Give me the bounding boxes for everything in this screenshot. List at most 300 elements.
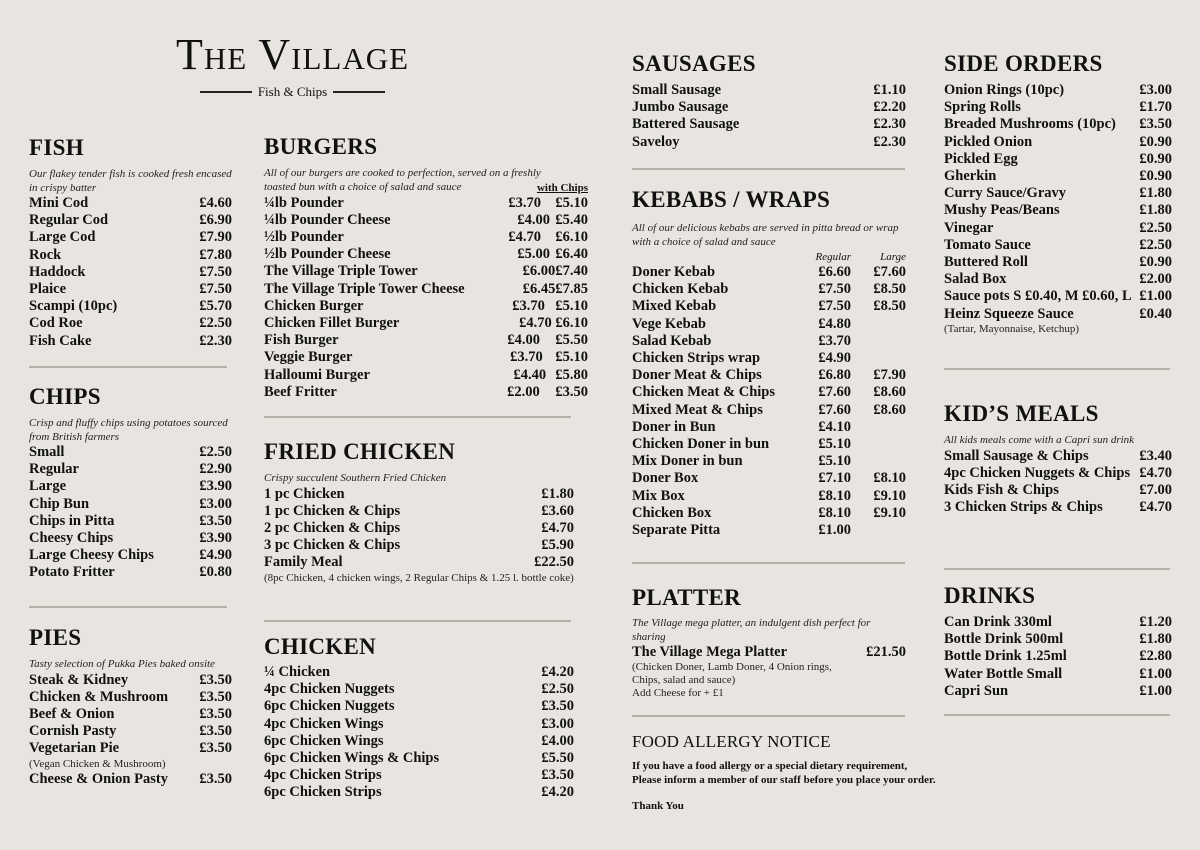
item-price-with-chips: £6.40 (555, 246, 588, 263)
item-price: £3.50 (199, 512, 232, 529)
menu-item (944, 134, 1172, 151)
menu-item (264, 349, 588, 366)
item-name: Tomato Sauce (944, 236, 1031, 253)
menu-item (944, 648, 1172, 665)
menu-item (944, 448, 1172, 465)
menu-item (632, 333, 906, 350)
item-price: £5.50 (541, 750, 574, 767)
section-title: FISH (29, 135, 84, 160)
item-price: £3.50 (199, 723, 232, 740)
item-name: Small Sausage & Chips (944, 447, 1089, 464)
menu-item (29, 195, 232, 212)
item-price: £4.70 (508, 228, 542, 245)
item-name: Chicken Doner in bun (632, 436, 770, 453)
item-price: £3.40 (1139, 447, 1172, 464)
item-list (264, 664, 574, 802)
menu-item (264, 520, 574, 537)
item-name: Can Drink 330ml (944, 614, 1052, 630)
menu-item (944, 271, 1172, 288)
section-description: Our flakey tender fish is cooked fresh encased in crispy batter (29, 168, 232, 194)
menu-item (944, 202, 1172, 219)
item-name: Spring Rolls (944, 99, 1021, 116)
item-price-regular: £3.70 (818, 332, 851, 349)
item-price: £4.60 (199, 195, 232, 211)
item-price: £4.40 (513, 366, 547, 383)
item-price-large: £8.50 (873, 281, 906, 298)
item-name: Doner Kebab (632, 264, 716, 280)
item-name: Small Sausage (632, 82, 722, 98)
section-side-orders (944, 51, 1172, 336)
section-title: SIDE ORDERS (944, 51, 1103, 76)
item-name: Doner Meat & Chips (632, 367, 762, 384)
menu-item (632, 281, 906, 298)
section-fish (29, 135, 232, 350)
menu-item (264, 246, 588, 263)
menu-item (29, 478, 232, 495)
item-price-regular: £4.10 (818, 418, 851, 435)
item-price-large: £8.60 (873, 401, 906, 418)
brand-subtitle-block (160, 84, 425, 100)
item-price: £3.50 (199, 740, 232, 757)
divider (29, 366, 227, 368)
kebab-column-header (632, 250, 906, 264)
item-name: Beef & Onion (29, 705, 115, 722)
item-note: (Chicken Doner, Lamb Doner, 4 Onion rings, (632, 661, 832, 674)
allergy-line: If you have a food allergy or a special dietary requirement, (632, 760, 908, 772)
divider (264, 416, 571, 418)
item-name: Salad Box (944, 271, 1007, 288)
item-list (944, 614, 1172, 700)
item-note: Add Cheese for + £1 (632, 687, 724, 700)
item-price-large: £9.10 (873, 504, 906, 521)
section-description: toasted bun with a choice of salad and sauce (264, 180, 462, 193)
item-name: ¼ Chicken (264, 664, 331, 680)
item-price-with-chips: £5.40 (555, 211, 588, 228)
menu-item (29, 281, 232, 298)
menu-item (944, 683, 1172, 700)
item-name: 6pc Chicken Wings & Chips (264, 750, 440, 767)
item-name: Doner Box (632, 470, 699, 487)
item-price: £4.00 (507, 332, 541, 349)
section-description: All kids meals come with a Capri sun drink (944, 434, 1135, 446)
divider (944, 368, 1170, 370)
item-price: £5.70 (199, 298, 232, 315)
item-price-with-chips: £5.80 (555, 366, 588, 383)
menu-item (264, 298, 588, 315)
section-title: DRINKS (944, 583, 1036, 608)
item-price: £3.00 (1139, 82, 1172, 98)
item-note: (Tartar, Mayonnaise, Ketchup) (944, 322, 1080, 335)
menu-item (632, 644, 906, 661)
brand-header (160, 32, 425, 100)
menu-item (632, 298, 906, 315)
section-kebabs (632, 187, 906, 539)
item-price: £2.30 (873, 133, 906, 150)
item-price-large: £9.10 (873, 487, 906, 504)
item-name: Doner in Bun (632, 418, 716, 435)
menu-item (944, 220, 1172, 237)
section-description: Tasty selection of Pukka Pies baked onsite (29, 658, 215, 670)
item-name: Cheesy Chips (29, 530, 114, 547)
item-name: Bottle Drink 500ml (944, 631, 1064, 648)
item-name: ¼lb Pounder Cheese (264, 211, 391, 228)
menu-item (29, 229, 232, 246)
menu-item (264, 315, 588, 332)
item-price-large: £8.10 (873, 470, 906, 487)
item-price-with-chips: £5.50 (555, 332, 588, 349)
menu-item (264, 698, 574, 715)
item-price: £1.20 (1139, 614, 1172, 630)
menu-item (632, 264, 906, 281)
menu-item (29, 530, 232, 547)
menu-item (29, 547, 232, 564)
item-price: £3.90 (199, 530, 232, 547)
menu-item (264, 784, 574, 801)
item-price-with-chips: £5.10 (555, 194, 588, 211)
item-list (29, 195, 232, 350)
item-price-regular: £4.90 (818, 350, 851, 367)
menu-item (632, 453, 906, 470)
divider (632, 168, 905, 170)
item-price: £7.50 (199, 281, 232, 298)
item-price: £3.70 (508, 194, 542, 211)
item-price-regular: £6.60 (818, 264, 851, 280)
menu-item (944, 288, 1172, 305)
section-description: The Village mega platter, an indulgent dish perfect for sharing (632, 617, 871, 643)
menu-item (944, 185, 1172, 202)
menu-item (944, 631, 1172, 648)
item-price: £7.80 (199, 246, 232, 263)
item-price: £21.50 (866, 644, 906, 660)
menu-item (632, 116, 906, 133)
section-allergy-notice (632, 729, 992, 813)
item-name: Chicken Kebab (632, 281, 729, 298)
menu-item (264, 554, 574, 571)
item-price: £1.70 (1139, 99, 1172, 116)
allergy-thanks: Thank You (632, 800, 684, 812)
item-price: £0.90 (1139, 133, 1172, 150)
item-list (632, 264, 906, 539)
section-fried-chicken (264, 439, 574, 585)
item-note: (8pc Chicken, 4 chicken wings, 2 Regular Chips & 1.25 l. bottle coke) (264, 571, 574, 584)
item-price: £1.80 (1139, 185, 1172, 202)
item-name: The Village Triple Tower (264, 263, 418, 280)
item-price: £2.30 (199, 332, 232, 349)
item-name: Mushy Peas/Beans (944, 202, 1060, 219)
item-price-large: £8.60 (873, 384, 906, 401)
menu-item (264, 664, 574, 681)
item-name: Potato Fritter (29, 564, 115, 581)
menu-item (29, 689, 232, 706)
item-price: £4.70 (1139, 499, 1172, 516)
item-name: 4pc Chicken Strips (264, 767, 382, 784)
menu-item (632, 402, 906, 419)
menu-item (632, 350, 906, 367)
menu-item (632, 82, 906, 99)
item-price: £2.90 (199, 461, 232, 478)
item-name: 4pc Chicken Nuggets & Chips (944, 464, 1131, 481)
menu-item (29, 513, 232, 530)
item-name: Large Cod (29, 229, 96, 246)
menu-item (944, 499, 1172, 516)
item-name: Chicken & Mushroom (29, 688, 169, 705)
section-description: Crispy succulent Southern Fried Chicken (264, 472, 447, 484)
section-title: FOOD ALLERGY NOTICE (632, 732, 831, 751)
item-name: Regular (29, 461, 79, 478)
item-price: £4.00 (517, 211, 551, 228)
item-price-regular: £7.50 (818, 298, 851, 315)
item-price: £1.00 (1139, 288, 1172, 305)
item-name: Separate Pitta (632, 522, 721, 539)
item-price-regular: £5.10 (818, 453, 851, 470)
menu-item (632, 470, 906, 487)
menu-item (944, 151, 1172, 168)
menu-item (632, 384, 906, 401)
item-price: £4.20 (541, 784, 574, 801)
item-price: £0.90 (1139, 150, 1172, 167)
menu-item (264, 733, 574, 750)
burgers-column-header (264, 181, 588, 195)
menu-item (632, 522, 906, 539)
menu-item (264, 716, 574, 733)
menu-item (29, 461, 232, 478)
item-name: 4pc Chicken Wings (264, 715, 384, 732)
item-price: £4.00 (541, 732, 574, 749)
menu-item (944, 666, 1172, 683)
item-price: £3.50 (199, 688, 232, 705)
divider (264, 620, 571, 622)
item-list (632, 82, 906, 151)
item-name: Haddock (29, 263, 86, 280)
item-price: £2.50 (199, 315, 232, 332)
item-name: Cod Roe (29, 315, 83, 332)
menu-item (264, 263, 588, 280)
item-price: £1.10 (873, 82, 906, 98)
item-price: £22.50 (534, 554, 574, 571)
item-note: Chips, salad and sauce) (632, 674, 736, 687)
item-price: £2.30 (873, 116, 906, 133)
menu-item (264, 195, 588, 212)
item-price: £1.00 (1139, 665, 1172, 682)
item-price: £1.80 (1139, 202, 1172, 219)
item-price-with-chips: £7.85 (555, 280, 588, 297)
with-chips-label: with Chips (536, 181, 588, 194)
menu-item (29, 740, 232, 757)
item-price-with-chips: £5.10 (555, 297, 588, 314)
item-price: £3.50 (199, 671, 232, 688)
item-price-regular: £7.50 (818, 281, 851, 298)
divider (944, 714, 1170, 716)
item-price-regular: £7.60 (818, 384, 851, 401)
divider (200, 91, 252, 93)
item-name: Chicken Fillet Burger (264, 314, 400, 331)
item-price-with-chips: £7.40 (555, 263, 588, 280)
item-name: Scampi (10pc) (29, 298, 118, 315)
section-title: CHICKEN (264, 634, 377, 659)
item-name: ½lb Pounder Cheese (264, 246, 391, 263)
section-title: CHIPS (29, 384, 101, 409)
item-name: Mix Doner in bun (632, 453, 743, 470)
item-name: Breaded Mushrooms (10pc) (944, 116, 1116, 133)
menu-item (632, 419, 906, 436)
item-name: Pickled Egg (944, 150, 1018, 167)
item-name: Bottle Drink 1.25ml (944, 648, 1067, 665)
section-description: All of our delicious kebabs are served in pitta bread or wrap with a choice of salad and sauce (632, 222, 899, 248)
menu-item (29, 496, 232, 513)
divider (944, 568, 1170, 570)
divider (632, 562, 905, 564)
menu-item (29, 333, 232, 350)
item-price: £7.90 (199, 229, 232, 246)
section-chips (29, 384, 232, 582)
divider (632, 715, 905, 717)
section-title: FRIED CHICKEN (264, 439, 456, 464)
allergy-line: Please inform a member of our staff before you place your order. (632, 774, 936, 786)
item-name: Cheese & Onion Pasty (29, 770, 168, 787)
item-price: £4.70 (1139, 464, 1172, 481)
item-price: £6.00 (522, 263, 556, 280)
menu-item (944, 82, 1172, 99)
menu-item (29, 771, 232, 788)
item-name: Jumbo Sausage (632, 99, 729, 116)
section-title: KID’S MEALS (944, 401, 1099, 426)
item-price: £6.45 (522, 280, 556, 297)
item-name: Gherkin (944, 168, 997, 185)
menu-item (264, 212, 588, 229)
menu-item (29, 212, 232, 229)
item-name: 4pc Chicken Nuggets (264, 681, 395, 698)
item-price: £3.70 (510, 349, 543, 366)
section-kids-meals (944, 401, 1172, 516)
item-name: Chicken Meat & Chips (632, 384, 775, 401)
item-name: Beef Fritter (264, 383, 337, 400)
menu-item (632, 488, 906, 505)
section-description: Crisp and fluffy chips using potatoes sourced from British farmers (29, 417, 228, 443)
item-name: Halloumi Burger (264, 366, 370, 383)
item-price: £3.70 (512, 297, 545, 314)
item-name: Chicken Box (632, 504, 712, 521)
item-name: Large (29, 478, 67, 495)
item-name: Fish Burger (264, 332, 339, 349)
item-name: 3 pc Chicken & Chips (264, 537, 401, 554)
menu-item (264, 681, 574, 698)
menu-item (944, 482, 1172, 499)
item-price: £5.90 (541, 537, 574, 554)
item-price: £6.90 (199, 212, 232, 229)
item-name: Capri Sun (944, 682, 1009, 699)
item-price-regular: £1.00 (818, 522, 851, 539)
menu-item (29, 298, 232, 315)
item-name: The Village Mega Platter (632, 644, 788, 660)
menu-item (29, 672, 232, 689)
item-list (29, 444, 232, 582)
item-price: £2.50 (199, 444, 232, 460)
item-price-large: £7.90 (873, 367, 906, 384)
item-name: ¼lb Pounder (264, 194, 344, 211)
item-name: Regular Cod (29, 212, 109, 229)
item-name: Pickled Onion (944, 133, 1033, 150)
item-name: Mixed Kebab (632, 298, 717, 315)
item-name: Kids Fish & Chips (944, 481, 1059, 498)
item-name: Plaice (29, 281, 67, 298)
item-name: Chip Bun (29, 495, 90, 512)
item-name: Mixed Meat & Chips (632, 401, 763, 418)
item-name: ½lb Pounder (264, 228, 344, 245)
item-price-with-chips: £6.10 (555, 228, 588, 245)
menu-item (632, 367, 906, 384)
item-name: Buttered Roll (944, 254, 1028, 271)
item-price: £2.50 (1139, 219, 1172, 236)
section-title: KEBABS / WRAPS (632, 187, 831, 212)
item-name: Battered Sausage (632, 116, 740, 133)
item-price: £3.00 (541, 715, 574, 732)
item-name: Vegetarian Pie (29, 740, 120, 757)
item-price: £4.90 (199, 547, 232, 564)
menu-item (944, 254, 1172, 271)
brand-subtitle: Fish & Chips (257, 84, 328, 99)
item-price-regular: £8.10 (818, 504, 851, 521)
item-name: Saveloy (632, 133, 680, 150)
menu-item (29, 723, 232, 740)
menu-item (29, 444, 232, 461)
item-price: £3.50 (199, 770, 232, 787)
item-price: £7.50 (199, 263, 232, 280)
menu-item (264, 503, 574, 520)
item-list (264, 195, 588, 401)
item-price: £1.80 (541, 485, 574, 502)
item-note: (Vegan Chicken & Mushroom) (29, 757, 166, 770)
menu-item (29, 264, 232, 281)
item-name: Steak & Kidney (29, 671, 129, 688)
menu-item (944, 306, 1172, 323)
menu-item (632, 134, 906, 151)
divider (333, 91, 385, 93)
menu-item (632, 99, 906, 116)
item-name: Sauce pots S £0.40, M £0.60, L (944, 288, 1132, 305)
item-name: Chicken Strips wrap (632, 350, 761, 367)
section-title: SAUSAGES (632, 51, 756, 76)
menu-item (264, 384, 588, 401)
menu-item (944, 237, 1172, 254)
menu-item (632, 316, 906, 333)
item-name: 1 pc Chicken & Chips (264, 502, 401, 519)
item-price-with-chips: £6.10 (555, 314, 588, 331)
item-name: Vinegar (944, 219, 994, 236)
item-name: Small (29, 444, 65, 460)
menu-item (264, 229, 588, 246)
menu-item (264, 367, 588, 384)
item-price: £2.50 (1139, 236, 1172, 253)
item-name: Salad Kebab (632, 332, 712, 349)
item-price: £0.80 (199, 564, 232, 581)
section-drinks (944, 583, 1172, 700)
item-price: £2.00 (1139, 271, 1172, 288)
item-name: 1 pc Chicken (264, 485, 345, 502)
item-name: Curry Sauce/Gravy (944, 185, 1067, 202)
menu-item (264, 332, 588, 349)
menu-item (29, 247, 232, 264)
item-price: £1.00 (1139, 682, 1172, 699)
item-name: Veggie Burger (264, 349, 353, 366)
item-price: £2.80 (1139, 648, 1172, 665)
item-price: £2.00 (507, 383, 540, 400)
item-name: 6pc Chicken Wings (264, 732, 384, 749)
menu-item (264, 537, 574, 554)
item-price-regular: £7.60 (818, 401, 851, 418)
item-name: Chips in Pitta (29, 512, 115, 529)
section-pies (29, 625, 232, 788)
item-price: £3.50 (199, 705, 232, 722)
